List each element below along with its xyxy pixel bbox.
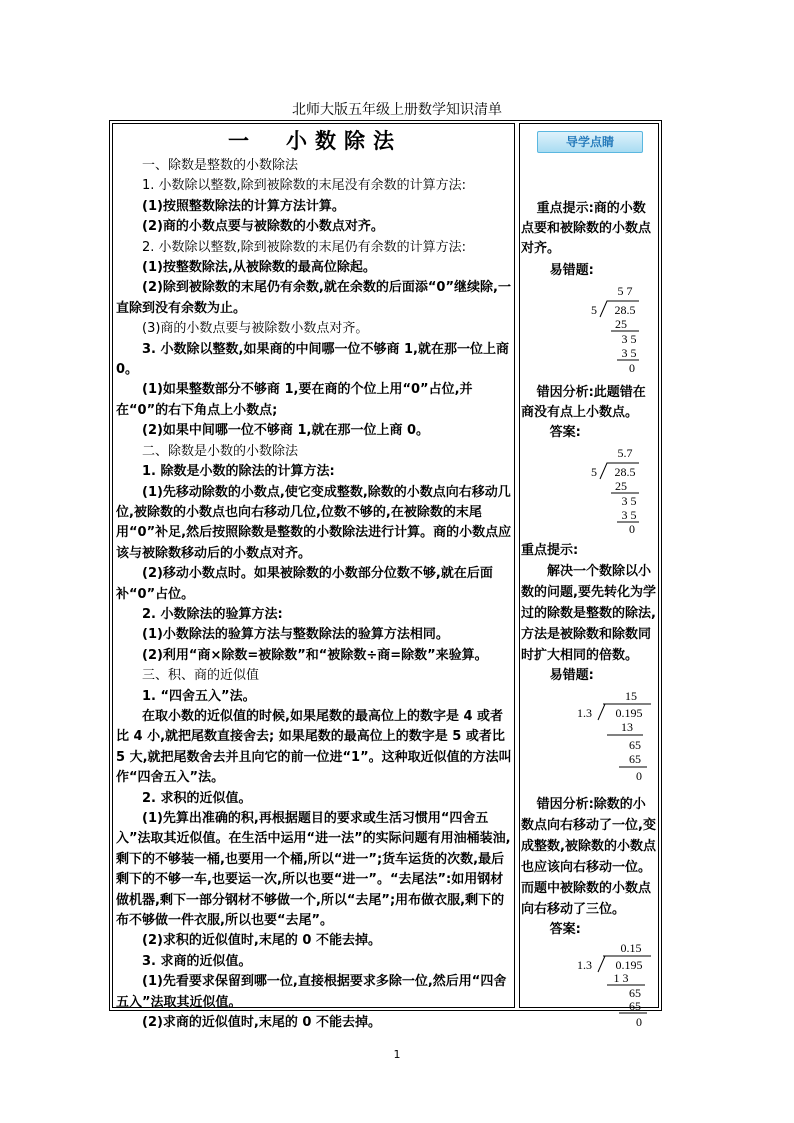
paragraph: (1)先算出准确的积,再根据题目的要求或生活习惯用“四舍五入”法取其近似值。在生活中运用“进一法”的实际问题有用油桶装油,剩下的不够装一桶,也要用一个桶,所以“进一”;货车运货的次数,最后剩下的不够一车,也要运一次,所以也要“进一”。“去尾法”:如用钢材做机器,剩下一部分钢材不够做一个,所以“去尾”;用布做衣服,剩下的布不够做一件衣服,所以也要“去尾”。 — [116, 811, 511, 929]
paragraph: 3. 小数除以整数,如果商的中间哪一位不够商 1,就在那一位上商 0。 — [116, 341, 509, 378]
step: 3 5 — [621, 494, 637, 508]
paragraph: 1. “四舍五入”法。 — [142, 688, 256, 704]
paragraph: (1)小数除法的验算方法与整数除法的验算方法相同。 — [142, 627, 449, 643]
paragraph: (2)求积的近似值时,末尾的 0 不能去掉。 — [142, 933, 381, 949]
paragraph: 一、除数是整数的小数除法 — [142, 158, 299, 173]
guide-badge: 导学点睛 — [537, 131, 643, 153]
key-tip-1: 重点提示:商的小数点要和被除数的小数点对齐。 — [521, 201, 652, 256]
chapter-title: 一 小数除法 — [228, 129, 402, 153]
step: 13 — [621, 720, 633, 734]
divisor: 5 — [591, 465, 597, 479]
step: 1 3 — [613, 971, 629, 985]
step: 65 — [629, 986, 641, 1000]
step: 0 — [636, 769, 642, 783]
paragraph: 3. 求商的近似值。 — [142, 953, 252, 969]
dividend: 0.195 — [615, 706, 643, 720]
quotient: 5.7 — [617, 446, 633, 460]
dividend: 28.5 — [614, 465, 636, 479]
page-number: 1 — [393, 1048, 401, 1061]
step: 3 5 — [621, 508, 637, 522]
error-analysis-2: 错因分析:除数的小数点向右移动了一位,变成整数,被除数的小数点也应该向右移动一位。而题中被除数的小数点向右移动了三位。 — [521, 797, 656, 917]
step: 25 — [615, 317, 627, 331]
error-analysis-1: 错因分析:此题错在商没有点上小数点。 — [521, 385, 646, 420]
error-label-2: 易错题: — [549, 668, 594, 683]
answer-label-2: 答案: — [549, 922, 581, 937]
paragraph: (2)如果中间哪一位不够商 1,就在那一位上商 0。 — [142, 423, 430, 439]
division-bracket — [598, 956, 605, 972]
paragraph: (3)商的小数点要与被除数小数点对齐。 — [142, 321, 369, 337]
main-content — [116, 128, 514, 1033]
division-answer-2 — [521, 940, 657, 1032]
step: 0 — [636, 1015, 642, 1029]
side-notes — [521, 128, 657, 1032]
step: 3 5 — [621, 346, 637, 360]
step: 25 — [615, 479, 627, 493]
key-tip-2: 解决一个数除以小数的问题,要先转化为学过的除数是整数的除法,方法是被除数和除数同时扩大相同的倍数。 — [521, 564, 656, 663]
divisor: 1.3 — [577, 706, 592, 720]
division-wrong-2 — [521, 686, 657, 786]
paragraph: (1)先移动除数的小数点,使它变成整数,除数的小数点向右移动几位,被除数的小数点也向右移动几位,位数不够的,在被除数的末尾用“0”补足,然后按照除数是整数的小数除法进行计算。商的小数点应该与被除数移动后的小数点对齐。 — [116, 484, 512, 561]
step: 65 — [629, 738, 641, 752]
paragraph: (1)如果整数部分不够商 1,要在商的个位上用“0”占位,并在“0”的右下角点上小数点; — [116, 382, 473, 418]
quotient: 15 — [625, 689, 637, 703]
main-paragraphs — [116, 156, 514, 1033]
paragraph: 1. 除数是小数的除法的计算方法: — [142, 464, 335, 480]
answer-label-1: 答案: — [549, 425, 581, 440]
quotient: 0.15 — [620, 941, 642, 955]
division-answer-1 — [521, 443, 657, 535]
paragraph: 2. 小数除法的验算方法: — [142, 606, 283, 622]
dividend: 28.5 — [614, 303, 636, 317]
division-bracket — [598, 704, 605, 720]
quotient: 5 7 — [617, 284, 633, 298]
page-header: 北师大版五年级上册数学知识清单 — [292, 102, 502, 118]
step: 65 — [629, 752, 641, 766]
step: 0 — [629, 361, 635, 375]
paragraph: (1)先看要求保留到哪一位,直接根据要求多除一位,然后用“四舍五入”法取其近似值。 — [116, 974, 507, 1010]
paragraph: 三、积、商的近似值 — [142, 668, 260, 684]
divisor: 5 — [591, 303, 597, 317]
paragraph: (2)商的小数点要与被除数的小数点对齐。 — [142, 219, 384, 235]
paragraph: 1. 小数除以整数,除到被除数的末尾没有余数的计算方法: — [142, 178, 467, 194]
paragraph: (2)移动小数点时。如果被除数的小数部分位数不够,就在后面补“0”占位。 — [116, 566, 493, 602]
paragraph: (1)按整数除法,从被除数的最高位除起。 — [142, 260, 376, 276]
paragraph: 2. 小数除以整数,除到被除数的末尾仍有余数的计算方法: — [142, 239, 467, 255]
paragraph: (2)除到被除数的末尾仍有余数,就在余数的后面添“0”继续除,一直除到没有余数为止。 — [116, 280, 511, 316]
paragraph: 2. 求积的近似值。 — [142, 790, 252, 806]
key-tip-2-title: 重点提示: — [521, 543, 579, 558]
divisor: 1.3 — [577, 958, 592, 972]
dividend: 0.195 — [615, 958, 643, 972]
step: 65 — [629, 999, 641, 1013]
paragraph: 二、除数是小数的小数除法 — [142, 443, 299, 459]
division-wrong-1 — [521, 281, 657, 377]
paragraph: (1)按照整数除法的计算方法计算。 — [142, 198, 345, 214]
step: 0 — [629, 522, 635, 535]
paragraph: (2)求商的近似值时,末尾的 0 不能去掉。 — [142, 1015, 381, 1031]
paragraph: (2)利用“商×除数=被除数”和“被除数÷商=除数”来验算。 — [142, 647, 488, 663]
step: 3 5 — [621, 332, 637, 346]
paragraph: 在取小数的近似值的时候,如果尾数的最高位上的数字是 4 或者比 4 小,就把尾数直接舍去; 如果尾数的最高位上的数字是 5 或者比 5 大,就把尾数舍去并且向它的前一位进“1”。这种取近似值的方法叫作“四舍五入”法。 — [116, 708, 512, 786]
error-label-1: 易错题: — [549, 263, 594, 278]
